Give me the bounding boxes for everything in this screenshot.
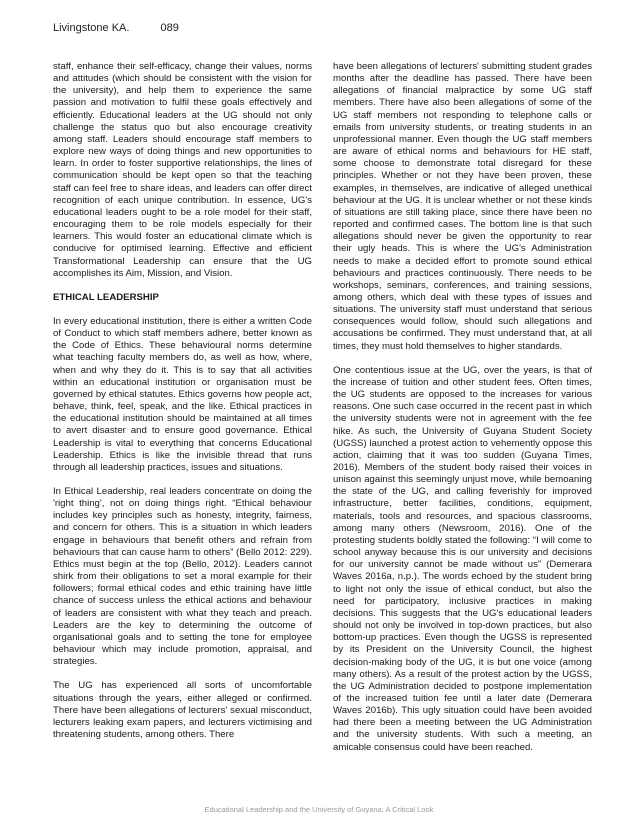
paragraph-allegations: have been allegations of lecturers' submitting student grades months after the deadline has passed. There have been allegations of financial malpractice by some UG staff members. There have also been allegations of some of the UG staff members not responding to telephone calls or emails from university students, or treating students in an unprofessional manner. Even though the UG staff members are aware of ethical norms and behaviours for HE staff, some choose to demonstrate total disregard for these principles. Whether or not they have been proven, these examples, in themselves, are indicative of alleged unethical behaviour at the UG. It is unclear whether or not these kinds of situations are still taking place, since there have been no reported and confirmed cases. The bottom line is that such allegations should never be given the opportunity to rear their ugly heads. This is where the UG's Administration needs to make a decided effort to promote sound ethical behaviours and practices continuously. There needs to be workshops, seminars, conferences, and training sessions, among others, which deal with these types of issues and situations. The university staff must understand that serious consequences would follow, should such allegations and accusations be confirmed. They must understand that, at all times, they must hold themselves to higher standards. [333,61,592,352]
paragraph-tuition-protest: One contentious issue at the UG, over the years, is that of the increase of tuition and other student fees. Often times, the UG students are opposed to the increases for various reasons. One such case occurred in the recent past in which the university students were not in agreement with the fee hike. As such, the University of Guyana Student Society (UGSS) launched a protest action to vehemently oppose this action, claiming that it was too sudden (Guyana Times, 2016). Members of the student body raised their voices in unison against this seemingly unjust move, while bemoaning the state of the UG, and calling feverishly for improved infrastructure, better facilities, conditions, equipment, materials, tools and resources, and spacious classrooms, among many others (Newsroom, 2016). One of the protesting students boldly stated the following: “I will come to school anyway because this is our university and decisions for our university cannot be made without us” (Demerara Waves 2016a, n.p.). The words echoed by the student bring to light not only the issue of ethical conduct, but also the need for participatory, inclusive practices in making decisions. This suggests that the UG's educational leaders should not only be involved in top-down practices, but also bottom-up practices. Even though the UGSS is represented by its President on the University Council, the highest decision-making body of the UG, it is but one voice (among many others). As a result of the protest action by the UGSS, the UG Administration decided to postpone implementation of the increased tuition fee until a later date (Demerara Waves 2016b). This ugly situation could have been avoided had there been a meeting between the UG Administration and the university students. With such a meeting, an amicable consensus could have been reached. [333,364,592,753]
paragraph-transformational-end: staff, enhance their self-efficacy, change their values, norms and attitudes (which should be consistent with the vision for the university), and help them to experience the same passion and motivation to fulfil these goals effectively and efficiently. Educational leaders at the UG should not only challenge the status quo but also encourage creativity among staff. Leaders should encourage staff members to explore new ways of doing things and new opportunities to learn. In order to foster supportive relationships, the lines of communication should be kept open so that the teaching staff can feel free to share ideas, and leaders can offer direct recognition of each unique contribution. In essence, UG's educational leaders ought to be a role model for their staff, encouraging them to be role models especially for their learners. This would foster an educational climate which is conducive for optimised learning. Effective and efficient Transformational Leadership can ensure that the UG accomplishes its Aim, Mission, and Vision. [53,61,312,279]
right-column [333,61,592,766]
paragraph-code-of-ethics: In every educational institution, there is either a written Code of Conduct to which staff members adhere, better known as the Code of Ethics. These behavioural norms determine what teaching faculty members do, as well as how, where, when and why they do it. This is to say that all activities within an educational institution or organisation must be governed by ethical statutes. Ethics governs how people act, behave, think, feel, speak, and the like. Ethical practices in the educational institution should be maintained at all times to avert disaster and to ensure good governance. Ethical Leadership is vital to everything that concerns Educational Leadership. Ethics is like the invisible thread that runs through all leadership practices, issues and situations. [53,315,312,473]
section-heading-ethical-leadership: ETHICAL LEADERSHIP [53,291,159,303]
left-column [53,61,312,753]
page-number: 089 [160,22,179,34]
running-footer: Educational Leadership and the University of Guyana: A Critical Look [204,805,434,814]
author-name: Livingstone KA. [53,22,130,34]
paragraph-ug-situations: The UG has experienced all sorts of uncomfortable situations through the years, either alleged or confirmed. There have been allegations of lecturers' sexual misconduct, lecturers leaking exam papers, and lecturers victimising and threatening students, among others. There [53,680,312,740]
running-header [53,22,179,34]
paragraph-ethical-leadership-definition: In Ethical Leadership, real leaders concentrate on doing the 'right thing', not on doing things right. “Ethical behaviour includes key principles such as honesty, integrity, fairness, and concern for others. This is a situation in which leaders engage in behaviours that benefit others and refrain from behaviours that can cause harm to others” (Bello 2012: 229). Ethics must begin at the top (Bello, 2012). Leaders cannot shirk from their obligations to set a moral example for their followers; formal ethical codes and ethic training have little chance of success unless the ethical actions and behaviour of leaders are consistent with what they teach and preach. Leaders are the key to determining the outcome of organisational goals and to setting the tone for employee behaviour which may include promotion, appraisal, and strategies. [53,486,312,668]
